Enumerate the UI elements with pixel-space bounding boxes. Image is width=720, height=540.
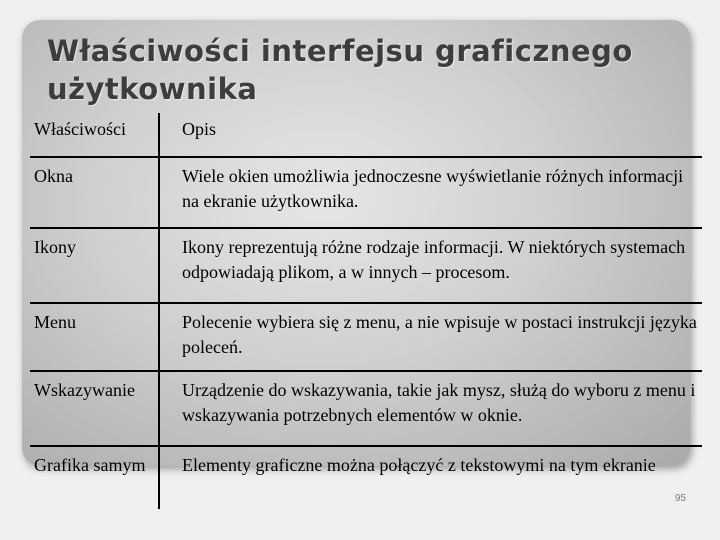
table-row [30,303,702,371]
description-cell: Elementy graficzne można połączyć z tekstowymi na tym ekranie [182,455,656,475]
description-cell: Wiele okien umożliwia jednoczesne wyświetlanie różnych informacji na ekranie użytkownika. [159,157,702,228]
table-row [30,446,702,509]
slide-title: Właściwości interfejsu graficznego użytkownika [47,34,633,106]
header-cell-description: Opis [159,113,702,157]
header-cell-property: Właściwości [30,113,159,157]
table-header-row [30,113,702,157]
page-number: 95 [674,493,686,504]
property-cell: Ikony [30,228,159,303]
property-cell: Wskazywanie [30,371,159,446]
description-cell: Ikony reprezentują różne rodzaje informacji. W niektórych systemach odpowiadają plikom, a w innych – procesom. [159,228,702,303]
description-cell: Urządzenie do wskazywania, takie jak mysz, służą do wyboru z menu i wskazywania potrzebnych elementów w oknie. [159,371,702,446]
property-cell: Menu [30,303,159,371]
table-row [30,157,702,228]
property-cell: Grafika samym [30,446,159,509]
properties-table [30,113,702,509]
table-row [30,371,702,446]
table-row [30,228,702,303]
property-cell: Okna [30,157,159,228]
description-cell: Polecenie wybiera się z menu, a nie wpisuje w postaci instrukcji języka poleceń. [159,303,702,371]
